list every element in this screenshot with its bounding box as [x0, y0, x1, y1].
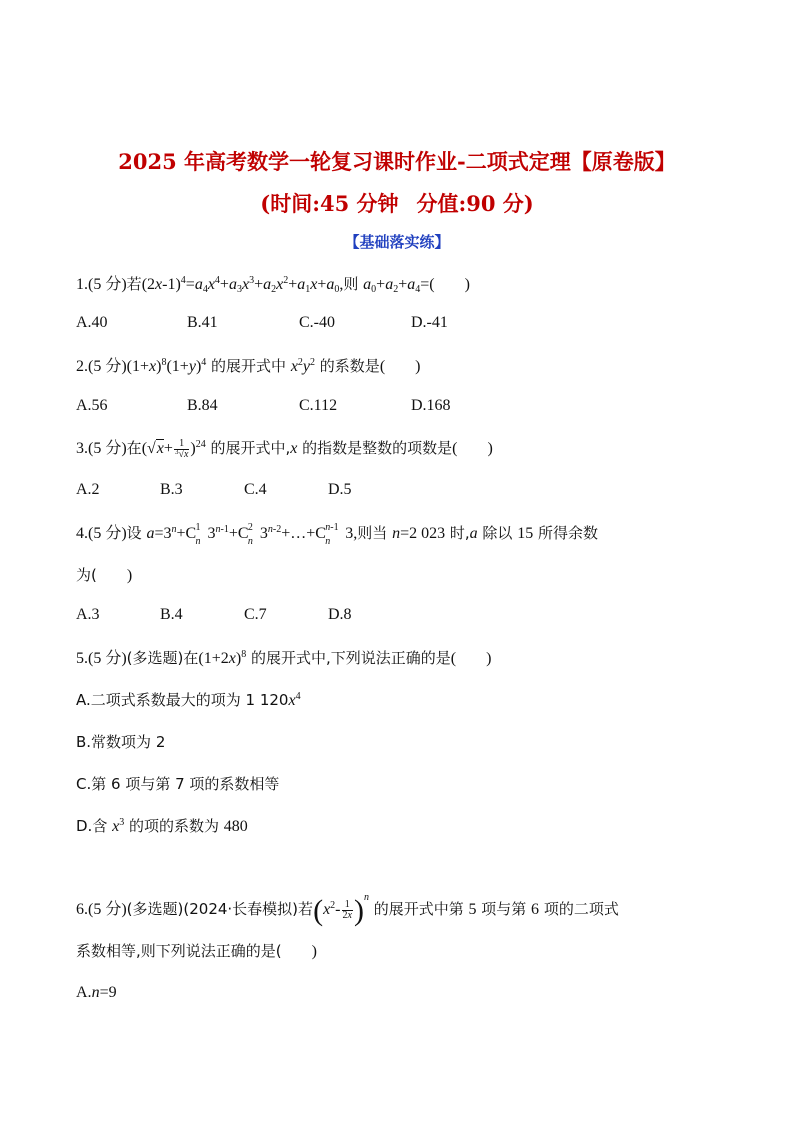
question-5: 5.(5 分)(多选题)在$(1+2x)^8$ 的展开式中,下列说法正确的是( ): [76, 649, 492, 667]
option-d[interactable]: D.168: [411, 397, 451, 414]
question-3: 3.(5 分)在(√x+ $\frac{1}{^3√x}$ )$^{24}$ 的展开式中,x 的指数是整数的项数是( ): [76, 437, 493, 460]
total-score: 分值:90 分): [416, 191, 534, 216]
question-number: 5.: [76, 650, 88, 667]
question-2: 2.(5 分)$(1+x)^8(1+y)^4$ 的展开式中 $x^2y^2$ 的系数是( ): [76, 357, 421, 375]
option-b[interactable]: B.常数项为 2: [76, 733, 166, 751]
expression: (√x+ $\frac{1}{^3√x}$ )$^{24}$: [141, 437, 206, 460]
question-text: 若: [126, 275, 142, 293]
question-number: 6.: [76, 901, 88, 918]
option-a[interactable]: A.2: [76, 481, 100, 498]
question-1: [76, 273, 470, 296]
question-score: (5 分): [88, 440, 127, 457]
option-a[interactable]: A.56: [76, 397, 108, 414]
question-text: 则: [343, 275, 364, 293]
option-c[interactable]: C.112: [299, 397, 338, 414]
question-4-continuation: 为( ): [76, 566, 133, 584]
option-b[interactable]: B.41: [187, 314, 218, 331]
question-score: (5 分): [88, 276, 127, 293]
question-number: 2.: [76, 358, 88, 375]
question-tag: (多选题): [126, 900, 184, 918]
expression: $a=3^n+$ C 1 n $3^{n-1}+$ C 2 n $3^{n-2}+\dots+$ C n-1 n 3,: [146, 522, 358, 547]
question-score: (5 分): [88, 650, 127, 667]
question-6-continuation: 系数相等,则下列说法正确的是( ): [76, 942, 317, 960]
question-text: 的展开式中: [206, 357, 291, 375]
question-text: 设: [126, 524, 147, 542]
question-number: 3.: [76, 440, 88, 457]
option-d[interactable]: D.含 $x^3$ 的项的系数为 480: [76, 817, 248, 835]
question-text: 时,: [445, 524, 470, 542]
option-d[interactable]: D.-41: [411, 314, 448, 331]
question-source: (2024·长春模拟): [183, 900, 299, 918]
option-a[interactable]: A.40: [76, 314, 108, 331]
question-4: 4.(5 分)设 $a=3^n+$ C 1 n $3^{n-1}+$ C 2 n $3^{n-2}+\dots+$ C n-1 n 3,则当 n=2 023 时,a 除以 15 所得余数: [76, 522, 598, 547]
question-6: 6.(5 分)(多选题)(2024·长春模拟)若($x^2-$ $\frac{1}{2x}$ )$^n$ 的展开式中第 5 项与第 6 项的二项式: [76, 892, 619, 927]
question-text: 的展开式中,: [205, 439, 291, 457]
question-text: 的展开式中,下列说法正确的是: [246, 649, 451, 667]
option-c[interactable]: C.第 6 项与第 7 项的系数相等: [76, 775, 280, 793]
option-d[interactable]: D.5: [328, 481, 352, 498]
section-heading: 【基础落实练】: [344, 233, 450, 251]
question-text: 的系数是: [315, 357, 380, 375]
expression: $(1+2x)^8$: [198, 649, 247, 667]
question-text: 在: [183, 649, 199, 667]
question-text: 的展开式中第: [368, 900, 469, 918]
option-a[interactable]: A.n=9: [76, 984, 117, 1001]
option-b[interactable]: B.84: [187, 397, 218, 414]
expression: $a_0+a_2+a_4=$( ): [363, 276, 470, 295]
term: $x^2y^2$: [290, 357, 316, 375]
option-d[interactable]: D.8: [328, 606, 352, 623]
option-a[interactable]: A.3: [76, 606, 100, 623]
option-b[interactable]: B.3: [160, 481, 183, 498]
question-score: (5 分): [88, 525, 127, 542]
expression: ($x^2-$ $\frac{1}{2x}$ )$^n$: [313, 892, 369, 927]
option-c[interactable]: C.-40: [299, 314, 335, 331]
option-b[interactable]: B.4: [160, 606, 183, 623]
question-text: 若: [298, 900, 314, 918]
expression: $(1+x)^8(1+y)^4$: [126, 357, 207, 375]
option-c[interactable]: C.7: [244, 606, 267, 623]
option-c[interactable]: C.4: [244, 481, 267, 498]
question-score: (5 分): [88, 901, 127, 918]
time-limit: (时间:45 分钟: [260, 191, 399, 216]
option-a[interactable]: A.二项式系数最大的项为 1 $120x^4$: [76, 691, 301, 709]
question-number: 1.: [76, 276, 88, 293]
question-text: 所得余数: [533, 524, 598, 542]
question-tag: (多选题): [126, 649, 184, 667]
question-text: 则当: [357, 524, 393, 542]
question-number: 4.: [76, 525, 88, 542]
time-score-line: [0, 188, 794, 218]
question-text: 的指数是整数的项数是: [297, 439, 453, 457]
question-text: 除以: [477, 524, 518, 542]
question-score: (5 分): [88, 358, 127, 375]
question-text: 在: [126, 439, 142, 457]
page-title: 2025 年高考数学一轮复习课时作业-二项式定理【原卷版】: [118, 149, 676, 174]
equation: $(2x-1)^4=a_4x^4+a_3x^3+a_2x^2+a_1x+a_0$,: [141, 275, 344, 295]
